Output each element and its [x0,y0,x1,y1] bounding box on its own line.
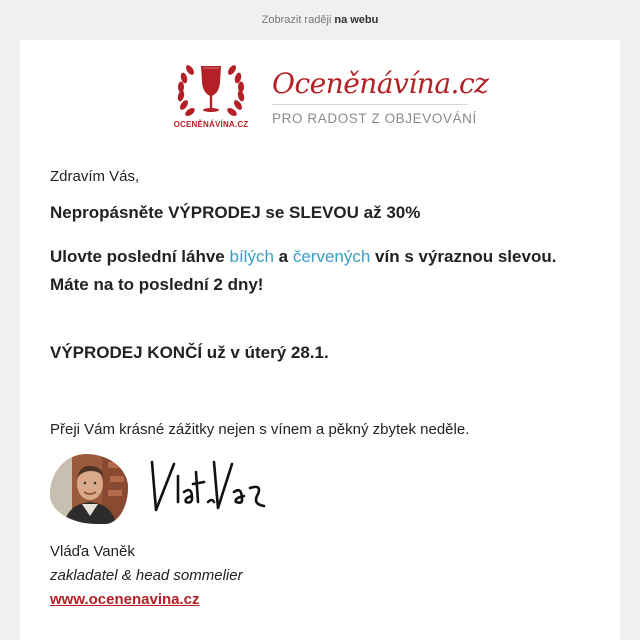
red-wines-link[interactable]: červených [292,247,371,266]
signature-role: zakladatel & head sommelier [50,567,243,584]
brand-divider [272,104,468,105]
brand-name[interactable]: Oceněnávína.cz [272,67,489,100]
handwritten-signature [148,458,268,525]
intro-text-end: vín s výraznou slevou. [370,247,557,266]
sommelier-avatar [50,454,128,524]
emblem-text: OCENĚNÁVÍNA.CZ [173,120,249,129]
email-header [170,56,489,138]
brand [272,68,488,126]
intro-conjunction: a [273,247,293,266]
website-link[interactable]: www.ocenenavina.cz [50,591,200,608]
intro-line-two: Máte na to poslední 2 dny! [50,275,264,294]
view-online-bar [0,0,640,40]
intro-text: Ulovte poslední láhve [50,247,230,266]
closing-wish: Přeji Vám krásné zážitky nejen s vínem a pěkný zbytek neděle. [50,421,470,438]
greeting: Zdravím Vás, [50,168,140,185]
email-card [20,40,620,640]
signature-name: Vláďa Vaněk [50,543,135,560]
headline: Nepropásněte VÝPRODEJ se SLEVOU až 30% [50,203,421,222]
view-online-prefix: Zobrazit raději [261,14,332,26]
brand-tagline: PRO RADOST Z OBJEVOVÁNÍ [272,111,477,126]
intro-paragraph [50,243,556,299]
view-online-link[interactable]: na webu [334,14,379,26]
white-wines-link[interactable]: bílých [229,247,274,266]
wine-glass-emblem-icon [170,56,252,138]
sale-deadline: VÝPRODEJ KONČÍ už v úterý 28.1. [50,343,329,362]
